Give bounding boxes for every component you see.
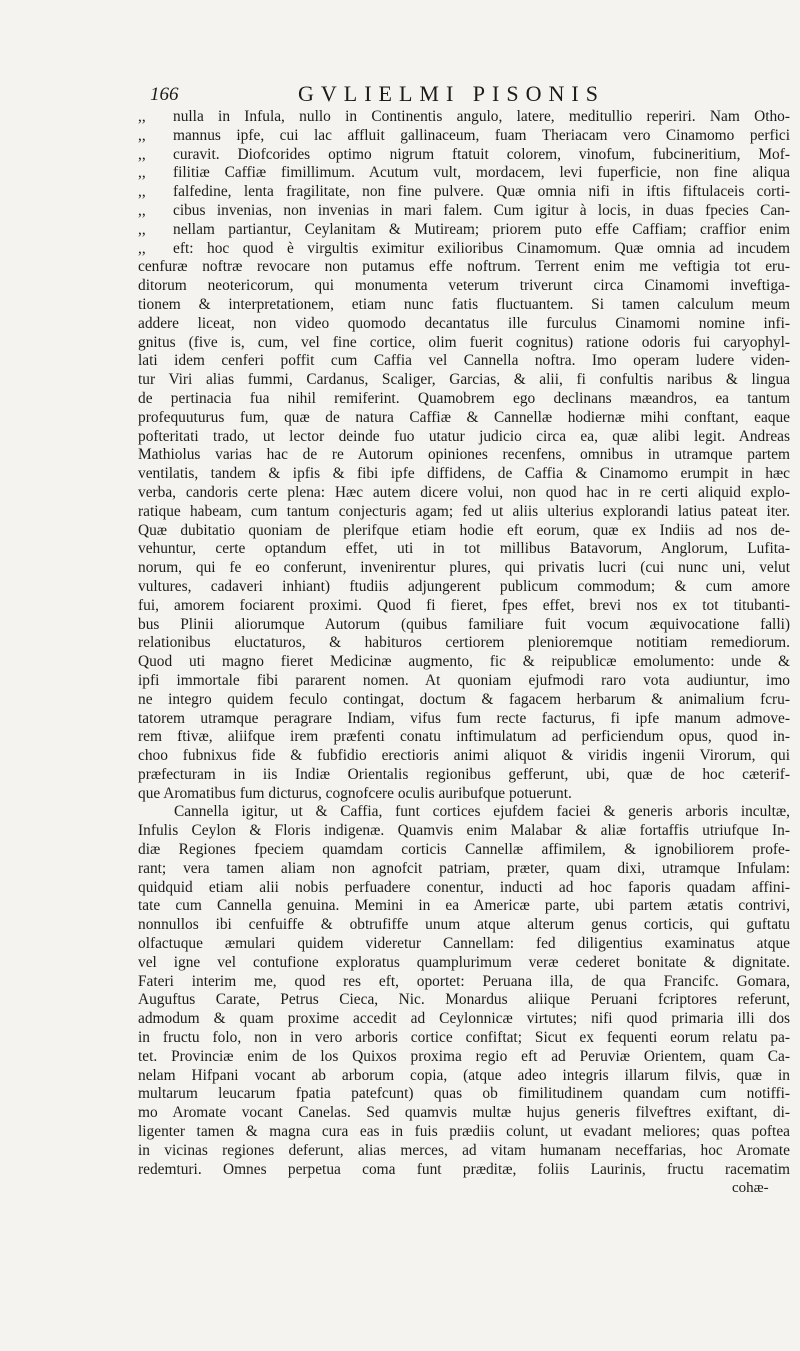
line-text: ditorum neotericorum, qui monumenta veterum triverunt circa Cinamomi inveftiga- xyxy=(138,277,790,295)
line-text: admodum & quam proxime accedit ad Ceylonnicæ virtutes; nifi quod primaria illi dos xyxy=(138,1010,790,1028)
catchword: cohæ- xyxy=(732,1180,769,1196)
text-line xyxy=(138,803,790,822)
page-number: 166 xyxy=(150,84,179,105)
line-text: lati idem cenferi poffit cum Caffia vel Cannella noftra. Imo operam ludere viden- xyxy=(138,352,790,370)
line-text: nulla in Infula, nullo in Continentis angulo, latere, meditullio reperiri. Nam Otho- xyxy=(173,108,790,125)
text-line xyxy=(138,146,790,165)
text-line xyxy=(138,1067,790,1086)
line-text: tatorem utramque peragrare Indiam, vifus fum recte facturus, fi ipfe manum admove- xyxy=(138,709,790,727)
quotation-mark: ,, xyxy=(138,126,146,144)
line-text: que Aromatibus fum dicturus, cognofcere oculis auribufque potuerunt. xyxy=(138,784,572,802)
text-line xyxy=(138,221,790,240)
line-text: vehuntur, certe optandum effet, uti in tot millibus Batavorum, Anglorum, Lufita- xyxy=(138,540,790,558)
text-line xyxy=(138,258,790,277)
line-text: mo Aromate vocant Canelas. Sed quamvis multæ hujus generis filveftres exiftant, di- xyxy=(138,1104,790,1122)
text-line xyxy=(138,127,790,146)
text-line xyxy=(138,785,790,804)
text-line xyxy=(138,1142,790,1161)
line-text: Cannella igitur, ut & Caffia, funt cortices ejufdem faciei & generis arboris incultæ, xyxy=(174,803,790,821)
line-text: norum, qui fe eo conferunt, invenirentur plures, qui privatis lucri (cui nunc uni, velut xyxy=(138,559,790,577)
text-line xyxy=(138,183,790,202)
text-line xyxy=(138,879,790,898)
line-text: cenfuræ noftræ revocare non putamus effe noftrum. Terrent enim me veftigia tot eru- xyxy=(138,258,790,276)
text-line xyxy=(138,1123,790,1142)
line-text: diæ Regiones fpeciem quamdam corticis Cannellæ affimilem, & ignobiliorem profe- xyxy=(138,841,790,859)
line-text: nelam Hifpani vocant ab arborum copia, (atque adeo integris illarum filvis, quæ in xyxy=(138,1066,790,1084)
line-text: addere liceat, non video quomodo decantatus ille furculus Cinamomi nomine infi- xyxy=(138,314,790,332)
text-line xyxy=(138,597,790,616)
quotation-mark: ,, xyxy=(138,220,146,238)
line-text: Fateri interim me, quod res eft, oportet: Peruana illa, de qua Francifc. Gomara, xyxy=(138,972,790,990)
text-line xyxy=(138,1104,790,1123)
line-text: præfecturam in iis Indiæ Orientalis regionibus gefferunt, ubi, quæ de hoc cæterif- xyxy=(138,765,790,783)
line-text: curavit. Diofcorides optimo nigrum ftatuit colorem, vinofum, fubcineritium, Mof- xyxy=(173,145,790,163)
text-line xyxy=(138,371,790,390)
line-text: fui, amorem fociarent proximi. Quod fi fieret, fpes effet, brevi nos ex tot titubanti- xyxy=(138,596,790,614)
text-line xyxy=(138,616,790,635)
text-line xyxy=(138,164,790,183)
running-title: GVLIELMI PISONIS xyxy=(298,81,605,106)
line-text: choo fubnixus fide & fubfidio erectioris animi aliquot & viridis ingenii Virorum, qui xyxy=(138,747,790,765)
text-line xyxy=(138,202,790,221)
text-line xyxy=(138,540,790,559)
text-line xyxy=(138,841,790,860)
text-line xyxy=(138,315,790,334)
line-text: ratique habeam, cum tantum conjecturis agam; fed ut aliis ulterius explorandi latius pateat iter. xyxy=(138,502,790,520)
line-text: ipfi immortale fibi pararent nomen. At quoniam ejufmodi raro vota audiuntur, imo xyxy=(138,671,790,689)
line-text: ne integro quidem feculo contingat, doctum & fagacem herbarum & animalium fcru- xyxy=(138,690,790,708)
line-text: ventilatis, tandem & ipfis & fibi ipfe diffidens, de Caffia & Cinamomo erumpit in hæc xyxy=(138,465,790,483)
line-text: multarum leucarum fpatia patefcunt) quas ob fimilitudinem quandam cum notiffi- xyxy=(138,1085,790,1103)
line-text: ligenter tamen & magna cura eas in fuis prædiis colunt, ut evadant meliores; quas poftea xyxy=(138,1123,790,1141)
line-text: Infulis Ceylon & Floris indigenæ. Quamvis enim Malabar & aliæ fortaffis utriufque In- xyxy=(138,822,790,840)
quotation-mark: ,, xyxy=(138,239,146,257)
text-line xyxy=(138,1085,790,1104)
line-text: Auguftus Carate, Petrus Cieca, Nic. Monardus aliique Peruani fcriptores referunt, xyxy=(138,991,790,1009)
line-text: tate cum Cannella genuina. Memini in ea Americæ parte, ubi partem ætatis contrivi, xyxy=(138,897,790,915)
line-text: in fructu folo, non in vero arboris cortice confiftat; Sicut ex fequenti eorum relatu pa- xyxy=(138,1029,790,1047)
line-text: vel igne vel contufione exploratus quamplurimum veræ cederet bonitate & dignitate. xyxy=(138,953,790,971)
text-line xyxy=(138,728,790,747)
line-text: filitiæ Caffiæ fimillimum. Acutum vult, mordacem, levi fuperficie, non fine aliqua xyxy=(173,164,790,182)
text-line xyxy=(138,503,790,522)
text-line xyxy=(138,559,790,578)
line-text: eft: hoc quod è virgultis eximitur exilioribus Cinamomum. Quæ omnia ad incudem xyxy=(173,239,790,257)
text-line xyxy=(138,334,790,353)
line-text: tur Viri alias fummi, Cardanus, Scaliger, Garcias, & alii, fi confultis naribus & lingua xyxy=(138,371,790,389)
line-text: nellam partiantur, Ceylanitam & Mutiream; priorem puto effe Caffiam; craffior enim xyxy=(173,220,790,238)
text-line xyxy=(138,352,790,371)
text-line xyxy=(138,973,790,992)
text-line xyxy=(138,897,790,916)
line-text: rant; vera tamen aliam non agnofcit patriam, præter, quam dixi, utramque Infulam: xyxy=(138,859,790,877)
text-line xyxy=(138,277,790,296)
text-line xyxy=(138,954,790,973)
text-line xyxy=(138,1010,790,1029)
line-text: rem ftivæ, aliifque irem præfenti conatu inftimulatum ad perficiendum opus, quod in- xyxy=(138,728,790,746)
page-header xyxy=(150,78,790,108)
line-text: pofteritati trado, ut lector deinde fuo utatur judicio circa ea, quæ alibi legit. Andreas xyxy=(138,427,790,445)
line-text: profequuturus fum, quæ de natura Caffiæ & Cannellæ hodiernæ mihi conftant, eaque xyxy=(138,408,790,426)
text-line xyxy=(138,578,790,597)
line-text: cibus invenias, non invenias in mari falem. Cum igitur à locis, in duas fpecies Can- xyxy=(173,201,790,219)
text-line xyxy=(138,522,790,541)
text-line xyxy=(138,108,790,127)
line-text: quidquid etiam alii nobis perfuadere conentur, inducti ad hoc faporis quadam affini- xyxy=(138,878,790,896)
line-text: relationibus eluctaturos, & habituros certiorem plenioremque notitiam remediorum. xyxy=(138,634,790,652)
text-line xyxy=(138,1161,790,1180)
line-text: falfedine, lenta fragilitate, non fine pulvere. Quæ omnia nifi in iftis fiftulaceis corti- xyxy=(173,183,790,201)
line-text: olfactuque æmulari quidem videretur Cannellam: fed diligentius examinatus atque xyxy=(138,935,790,953)
line-text: de pertinacia fua nihil remiferint. Quamobrem ego declinans mæandros, ea tantum xyxy=(138,389,790,407)
line-text: mannus ipfe, cui lac affluit gallinaceum, fuam Theriacam vero Cinamomo perfici xyxy=(173,126,790,144)
text-line xyxy=(138,766,790,785)
quotation-mark: ,, xyxy=(138,183,146,201)
text-line xyxy=(138,747,790,766)
line-text: Quæ dubitatio quoniam de plerifque etiam hodie eft eorum, quæ ex Indiis ad nos de- xyxy=(138,521,790,539)
text-line xyxy=(138,634,790,653)
text-line xyxy=(138,240,790,259)
text-line xyxy=(138,484,790,503)
text-line xyxy=(138,1029,790,1048)
text-line xyxy=(138,822,790,841)
quotation-mark: ,, xyxy=(138,201,146,219)
text-line xyxy=(138,465,790,484)
text-line xyxy=(138,710,790,729)
text-line xyxy=(138,991,790,1010)
text-line xyxy=(138,691,790,710)
text-line xyxy=(138,653,790,672)
text-line xyxy=(138,860,790,879)
line-text: verba, candoris certe plena: Hæc autem dicere volui, non quod hac in re certi aliquid explo- xyxy=(138,483,790,501)
text-line xyxy=(138,1048,790,1067)
text-line xyxy=(138,296,790,315)
line-text: gnitus (five is, cum, vel fine cortice, olim fuerit cognitus) ratione odoris fui caryophyl- xyxy=(138,333,790,351)
quotation-mark: ,, xyxy=(138,145,146,163)
text-line xyxy=(138,935,790,954)
line-text: tet. Provinciæ enim de los Quixos proxima regio eft ad Peruviæ Orientem, quam Ca- xyxy=(138,1047,790,1065)
quotation-mark: ,, xyxy=(138,108,146,125)
line-text: bus Plinii aliorumque Autorum (quibus familiare fuit vocum æquivocatione falli) xyxy=(138,615,790,633)
line-text: redemturi. Omnes perpetua coma funt præditæ, foliis Laurinis, fructu racematim xyxy=(138,1160,790,1178)
text-line xyxy=(138,428,790,447)
body-text xyxy=(138,108,790,1179)
line-text: Mathiolus varias hac de re Autorum opiniones recenfens, omnibus in utramque partem xyxy=(138,446,790,464)
quotation-mark: ,, xyxy=(138,164,146,182)
text-line xyxy=(138,916,790,935)
text-line xyxy=(138,672,790,691)
line-text: vultures, cadaveri inhiant) ftudiis adjungerent publicum commodum; & cum amore xyxy=(138,577,790,595)
line-text: tionem & interpretationem, etiam nunc fatis fluctuantem. Si tamen calculum meum xyxy=(138,295,790,313)
text-line xyxy=(138,446,790,465)
text-line xyxy=(138,390,790,409)
line-text: in vicinas regiones deferunt, alias merces, ad vitam humanam neceffarias, hoc Aromate xyxy=(138,1141,790,1159)
text-line xyxy=(138,409,790,428)
line-text: Quod uti magno fieret Medicinæ augmento, fic & reipublicæ emolumento: unde & xyxy=(138,653,790,671)
line-text: nonnullos ibi cenfuiffe & obtrufiffe unum atque alterum genus corticis, qui guftatu xyxy=(138,916,790,934)
